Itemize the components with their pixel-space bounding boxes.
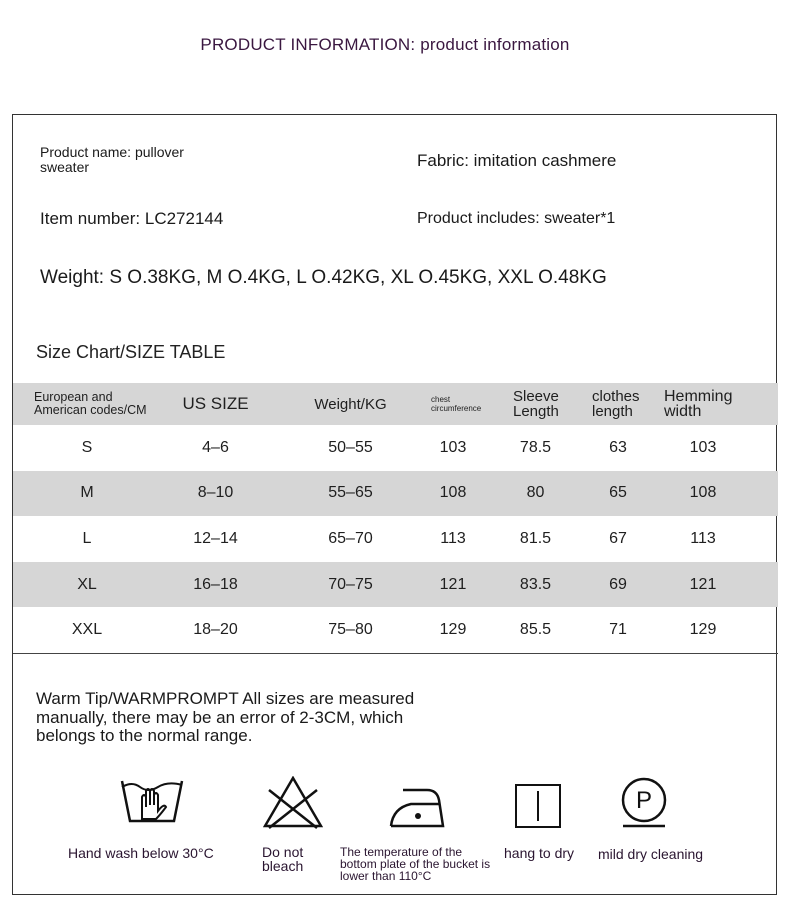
- cell-hemming: 108: [689, 484, 717, 502]
- cell-weight: 70–75: [328, 575, 373, 593]
- col-header-clothes-length: clothes length: [592, 388, 640, 420]
- product-name: Product name: pullover sweater: [40, 144, 184, 175]
- cell-weight: 75–80: [328, 621, 373, 639]
- cell-clothes-length: 65: [609, 484, 627, 502]
- cell-us-size: 4–6: [202, 438, 229, 456]
- product-includes: Product includes: sweater*1: [417, 210, 616, 227]
- cell-size: XXL: [71, 621, 103, 639]
- iron-icon: [389, 786, 445, 830]
- cell-us-size: 18–20: [193, 621, 238, 639]
- size-chart-title: Size Chart/SIZE TABLE: [36, 342, 226, 362]
- cell-size: XL: [77, 575, 97, 593]
- col-header-weight: Weight/KG: [314, 395, 387, 413]
- cell-sleeve: 83.5: [519, 575, 552, 593]
- dry-clean-label: mild dry cleaning: [598, 846, 704, 862]
- col-header-hemming: Hemming width: [664, 388, 733, 420]
- hang-dry-icon: [514, 783, 562, 829]
- warm-tip: Warm Tip/WARMPROMPT All sizes are measured manually, there may be an error of 2-3CM, which belongs to the normal range.: [36, 689, 415, 745]
- cell-hemming: 129: [689, 621, 717, 639]
- svg-text:P: P: [635, 787, 653, 814]
- cell-chest: 121: [439, 575, 467, 593]
- cell-sleeve: 78.5: [519, 438, 552, 456]
- cell-us-size: 16–18: [193, 575, 238, 593]
- col-header-sleeve: Sleeve Length: [513, 388, 559, 420]
- cell-size: L: [82, 529, 92, 547]
- col-header-chest: chest circumference: [431, 395, 482, 413]
- no-bleach-label: Do not bleach: [262, 844, 304, 874]
- cell-size: M: [80, 484, 94, 502]
- cell-chest: 129: [439, 621, 467, 639]
- fabric: Fabric: imitation cashmere: [417, 151, 617, 170]
- cell-weight: 55–65: [328, 484, 373, 502]
- size-table: [13, 383, 778, 653]
- weight-info: Weight: S O.38KG, M O.4KG, L O.42KG, XL O.45KG, XXL O.48KG: [40, 267, 607, 288]
- cell-hemming: 113: [690, 529, 716, 547]
- hand-wash-icon: [120, 777, 184, 829]
- cell-clothes-length: 69: [609, 575, 627, 593]
- cell-sleeve: 85.5: [519, 621, 552, 639]
- cell-us-size: 8–10: [197, 484, 234, 502]
- hang-dry-label: hang to dry: [504, 845, 575, 861]
- cell-sleeve: 80: [526, 484, 545, 502]
- cell-weight: 50–55: [328, 438, 373, 456]
- table-row: [13, 607, 778, 653]
- col-header-us-size: US SIZE: [182, 394, 249, 413]
- no-bleach-icon: [263, 776, 323, 830]
- col-header-eu-code: European and American codes/CM: [34, 390, 147, 417]
- cell-chest: 103: [439, 438, 467, 456]
- page-title: PRODUCT INFORMATION: product information: [200, 35, 570, 54]
- hand-wash-label: Hand wash below 30°C: [68, 845, 214, 861]
- table-row: [13, 471, 778, 517]
- cell-us-size: 12–14: [193, 529, 238, 547]
- table-divider: [13, 653, 778, 654]
- cell-hemming: 121: [689, 575, 717, 593]
- cell-clothes-length: 63: [609, 438, 627, 456]
- cell-clothes-length: 67: [609, 529, 627, 547]
- cell-sleeve: 81.5: [519, 529, 552, 547]
- product-info-panel: [12, 114, 777, 895]
- cell-weight: 65–70: [328, 529, 373, 547]
- cell-chest: 113: [440, 529, 466, 547]
- cell-hemming: 103: [689, 438, 717, 456]
- table-row: [13, 516, 778, 562]
- table-header-row: [13, 383, 778, 425]
- item-number: Item number: LC272144: [40, 209, 224, 228]
- table-row: [13, 562, 778, 608]
- cell-clothes-length: 71: [609, 621, 627, 639]
- cell-chest: 108: [439, 484, 467, 502]
- dry-clean-icon: [619, 776, 669, 830]
- table-row: [13, 425, 778, 471]
- cell-size: S: [81, 438, 93, 456]
- iron-label: The temperature of the bottom plate of the bucket is lower than 110°C: [340, 845, 491, 883]
